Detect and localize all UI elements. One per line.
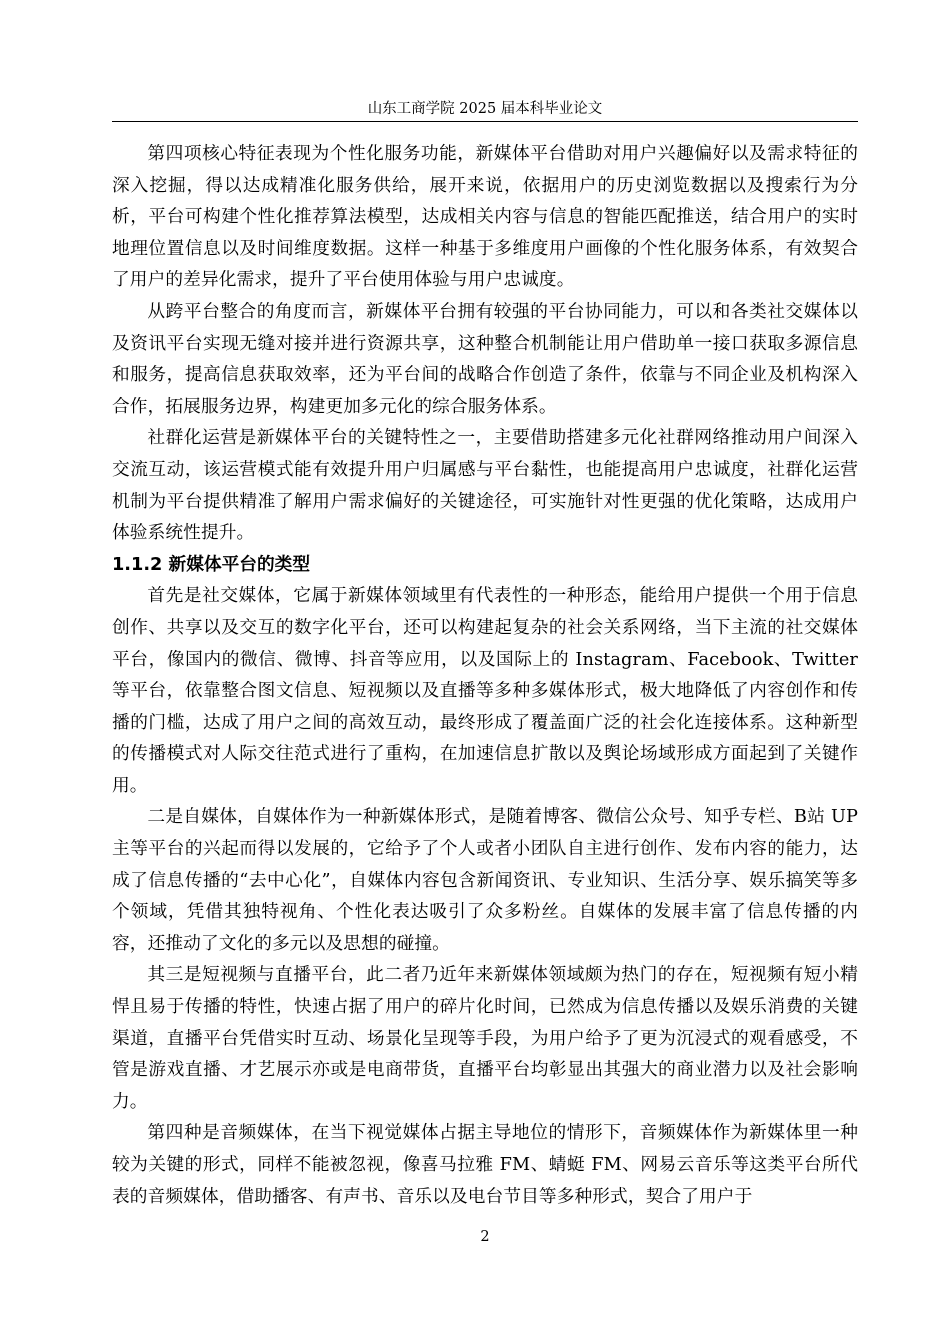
body-text — [112, 139, 858, 1213]
paragraph-social-media: 首先是社交媒体，它属于新媒体领域里有代表性的一种形态，能给用户提供一个用于信息创作、共享以及交互的数字化平台，还可以构建起复杂的社会关系网络，当下主流的社交媒体平台，像国内的微信、微博、抖音等应用，以及国际上的 Instagram、Facebook、Twitter 等平台，依靠整合图文信息、短视频以及直播等多种多媒体形式，极大地降低了内容创作和传播的门槛，达成了用户之间的高效互动，最终形成了覆盖面广泛的社会化连接体系。这种新型的传播模式对人际交往范式进行了重构，在加速信息扩散以及舆论场域形成方面起到了关键作用。 — [112, 586, 858, 796]
header-rule — [112, 121, 858, 122]
paragraph-community-operation: 社群化运营是新媒体平台的关键特性之一，主要借助搭建多元化社群网络推动用户间深入交流互动，该运营模式能有效提升用户归属感与平台黏性，也能提高用户忠诚度，社群化运营机制为平台提供精准了解用户需求偏好的关键途径，可实施针对性更强的优化策略，达成用户体验系统性提升。 — [112, 428, 858, 544]
running-header: 山东工商学院 2025 届本科毕业论文 — [367, 101, 603, 117]
paragraph-cross-platform: 从跨平台整合的角度而言，新媒体平台拥有较强的平台协同能力，可以和各类社交媒体以及资讯平台实现无缝对接并进行资源共享，这种整合机制能让用户借助单一接口获取多源信息和服务，提高信息获取效率，还为平台间的战略合作创造了条件，依靠与不同企业及机构深入合作，拓展服务边界，构建更加多元化的综合服务体系。 — [112, 301, 858, 417]
page-number: 2 — [480, 1229, 490, 1245]
paragraph-self-media: 二是自媒体，自媒体作为一种新媒体形式，是随着博客、微信公众号、知乎专栏、B站 UP 主等平台的兴起而得以发展的，它给予了个人或者小团队自主进行创作、发布内容的能力，达成了信息传播的“去中心化”，自媒体内容包含新闻资讯、专业知识、生活分享、娱乐搞笑等多个领域，凭借其独特视角、个性化表达吸引了众多粉丝。自媒体的发展丰富了信息传播的内容，还推动了文化的多元以及思想的碰撞。 — [112, 807, 858, 954]
section-heading: 1.1.2 新媒体平台的类型 — [112, 554, 311, 575]
paragraph-personalized-service: 第四项核心特征表现为个性化服务功能，新媒体平台借助对用户兴趣偏好以及需求特征的深入挖掘，得以达成精准化服务供给，展开来说，依据用户的历史浏览数据以及搜索行为分析，平台可构建个性化推荐算法模型，达成相关内容与信息的智能匹配推送，结合用户的实时地理位置信息以及时间维度数据。这样一种基于多维度用户画像的个性化服务体系，有效契合了用户的差异化需求，提升了平台使用体验与用户忠诚度。 — [112, 144, 858, 291]
paragraph-short-video-live: 其三是短视频与直播平台，此二者乃近年来新媒体领域颇为热门的存在，短视频有短小精悍且易于传播的特性，快速占据了用户的碎片化时间，已然成为信息传播以及娱乐消费的关键渠道，直播平台凭借实时互动、场景化呈现等手段，为用户给予了更为沉浸式的观看感受，不管是游戏直播、才艺展示亦或是电商带货，直播平台均彰显出其强大的商业潜力以及社会影响力。 — [112, 965, 858, 1112]
paragraph-audio-media: 第四种是音频媒体，在当下视觉媒体占据主导地位的情形下，音频媒体作为新媒体里一种较为关键的形式，同样不能被忽视，像喜马拉雅 FM、蜻蜓 FM、网易云音乐等这类平台所代表的音频媒体，借助播客、有声书、音乐以及电台节目等多种形式，契合了用户于 — [112, 1123, 858, 1207]
